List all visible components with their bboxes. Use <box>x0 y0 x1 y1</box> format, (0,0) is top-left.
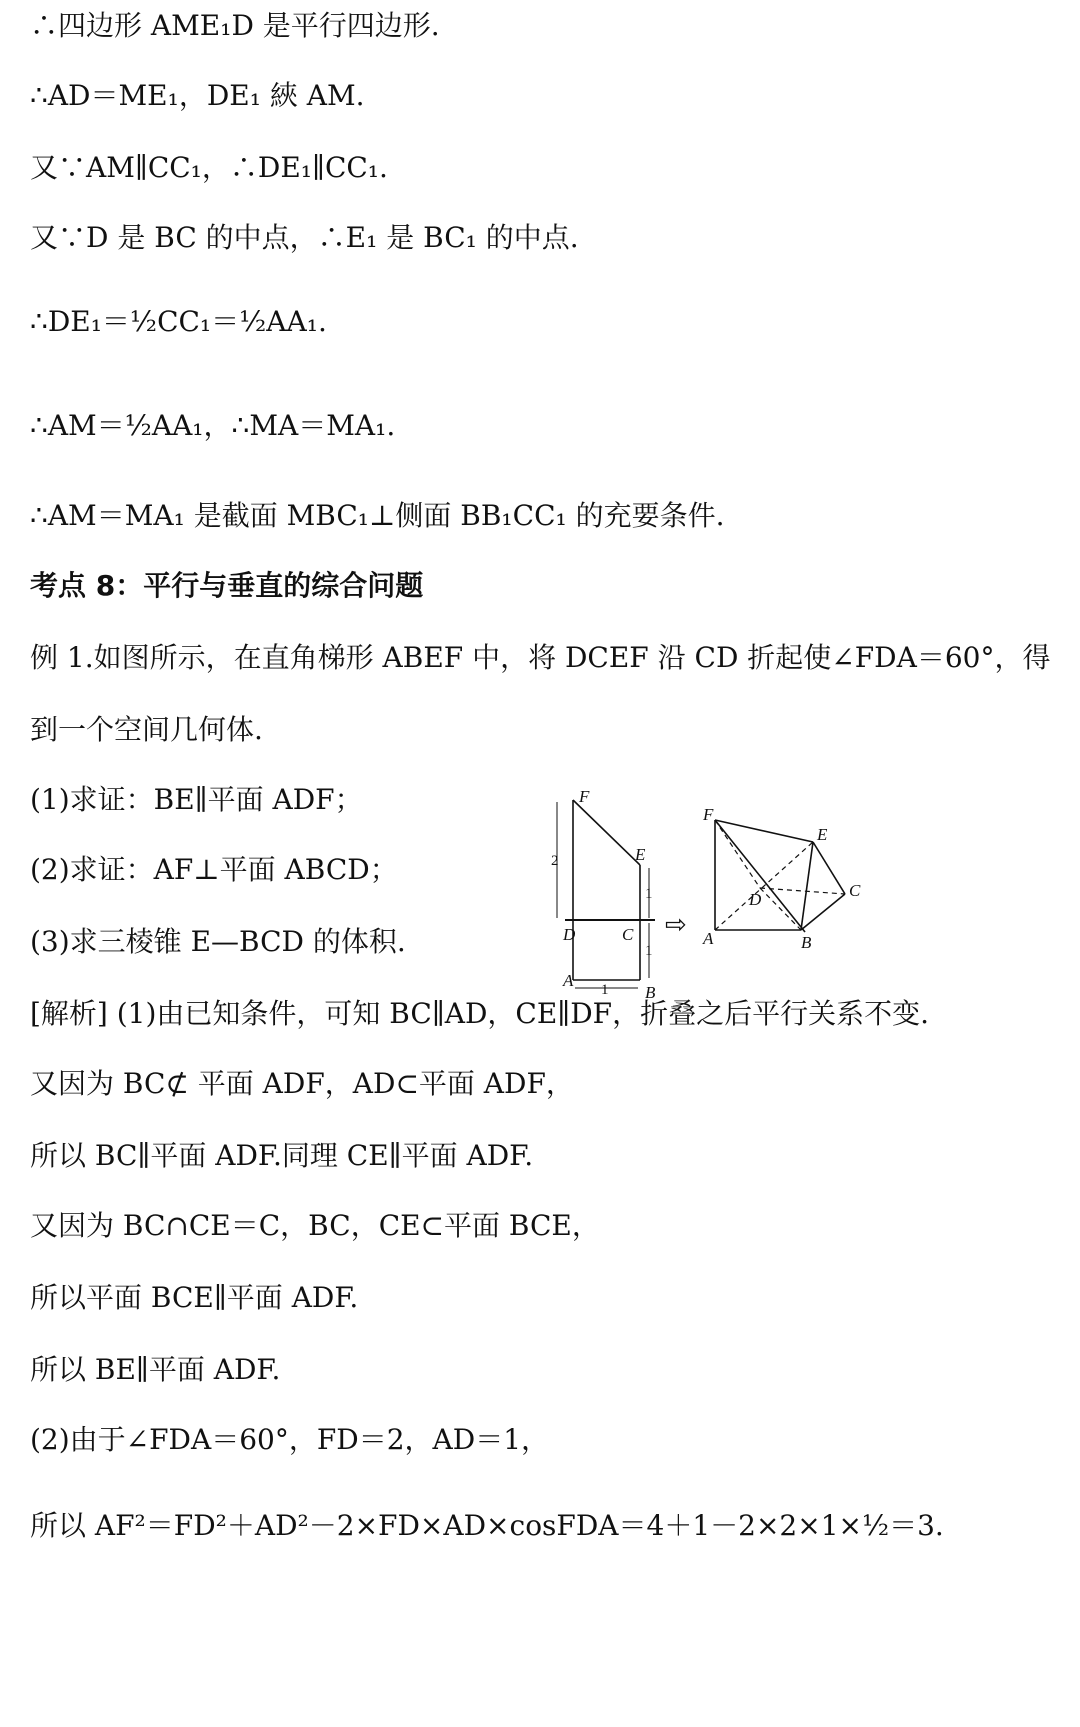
line-3: 又∵AM∥CC₁，∴DE₁∥CC₁. <box>30 151 388 184</box>
line-13: (3)求三棱锥 E—BCD 的体积. <box>30 925 406 958</box>
dim-2: 2 <box>551 853 559 869</box>
line-12: (2)求证：AF⊥平面 ABCD； <box>30 853 398 886</box>
label-D-right: D <box>749 890 762 909</box>
label-C-right: C <box>849 881 861 900</box>
line-21: 所以 AF²＝FD²＋AD²－2×FD×AD×cosFDA＝4＋1－2×2×1×½＝3. <box>30 1509 944 1542</box>
line-5: ∴DE₁＝½CC₁＝½AA₁. <box>30 305 327 338</box>
line-19: 所以 BE∥平面 ADF. <box>30 1353 281 1386</box>
line-15: 又因为 BC⊄ 平面 ADF，AD⊂平面 ADF， <box>30 1067 574 1100</box>
line-2: ∴AD＝ME₁，DE₁ 綊 AM. <box>30 79 365 112</box>
label-A-right: A <box>703 929 714 948</box>
label-A-left: A <box>563 971 574 990</box>
dim-1-b: 1 <box>645 943 653 959</box>
edge-FE <box>573 800 640 865</box>
geometry-figure <box>551 787 865 1020</box>
label-F-right: F <box>703 805 714 824</box>
line-7: ∴AM＝MA₁ 是截面 MBC₁⊥侧面 BB₁CC₁ 的充要条件. <box>30 499 725 532</box>
label-F-left: F <box>579 787 590 806</box>
line-17: 又因为 BC∩CE＝C，BC，CE⊂平面 BCE， <box>30 1209 600 1242</box>
line-1: ∴四边形 AME₁D 是平行四边形. <box>30 9 440 42</box>
label-E-left: E <box>635 845 646 864</box>
dim-1-c: 1 <box>601 982 609 998</box>
line-16: 所以 BC∥平面 ADF.同理 CE∥平面 ADF. <box>30 1139 534 1172</box>
label-E-right: E <box>817 825 828 844</box>
label-B-left: B <box>645 983 656 1002</box>
section-heading: 考点 8：平行与垂直的综合问题 <box>30 569 424 602</box>
label-D-left: D <box>563 925 576 944</box>
line-18: 所以平面 BCE∥平面 ADF. <box>30 1281 359 1314</box>
line-4: 又∵D 是 BC 的中点，∴E₁ 是 BC₁ 的中点. <box>30 221 579 254</box>
line-11: (1)求证：BE∥平面 ADF； <box>30 783 363 816</box>
line-20: (2)由于∠FDA＝60°，FD＝2，AD＝1， <box>30 1423 550 1456</box>
line-10: 到一个空间几何体. <box>30 713 263 746</box>
line-6: ∴AM＝½AA₁，∴MA＝MA₁. <box>30 409 396 442</box>
line-9: 例 1.如图所示，在直角梯形 ABEF 中，将 DCEF 沿 CD 折起使∠FDA＝60°，得 <box>30 641 1051 674</box>
line-14: [解析] (1)由已知条件，可知 BC∥AD，CE∥DF，折叠之后平行关系不变. <box>30 997 930 1030</box>
left-trapezoid <box>565 800 655 980</box>
label-C-left: C <box>622 925 634 944</box>
dim-1-a: 1 <box>645 886 653 902</box>
transform-arrow: ⇨ <box>665 910 687 939</box>
label-B-right: B <box>801 933 812 952</box>
